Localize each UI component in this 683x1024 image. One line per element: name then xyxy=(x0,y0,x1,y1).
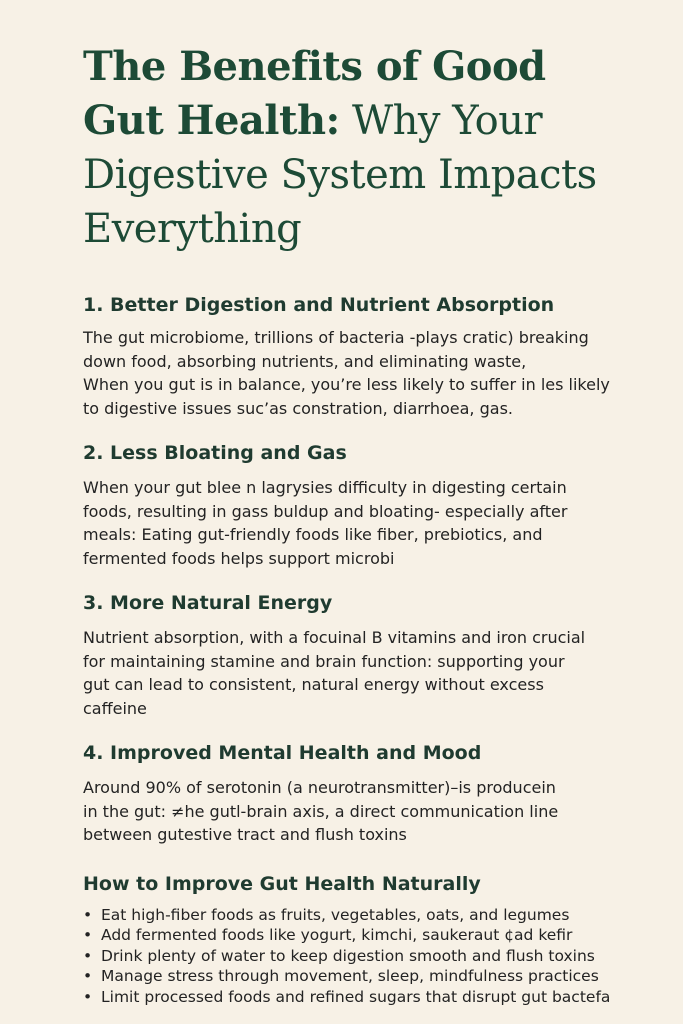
list-item xyxy=(83,925,643,946)
body-line: to digestive issues suc’as constration, diarrhoea, gas. xyxy=(83,398,513,418)
section-heading: 1. Better Digestion and Nutrient Absorption xyxy=(83,294,555,316)
section-body xyxy=(83,626,643,720)
list-item-text: Limit processed foods and refined sugars that disrupt gut bactefa xyxy=(101,987,611,1006)
section-body xyxy=(83,326,643,420)
section-body xyxy=(83,776,643,847)
list-item-text: Drink plenty of water to keep digestion smooth and flush toxins xyxy=(101,946,595,965)
title-line-2-bold: Gut Health: xyxy=(83,97,340,144)
section-heading: 2. Less Bloating and Gas xyxy=(83,442,347,464)
list-item xyxy=(83,946,643,967)
tips-list xyxy=(83,905,643,1008)
section-body xyxy=(83,476,643,570)
list-item-text: Manage stress through movement, sleep, mindfulness practices xyxy=(101,967,599,985)
title-line-2-rest: Why Your xyxy=(339,98,543,144)
list-item xyxy=(83,966,643,987)
body-line: down food, absorbing nutrients, and eliminating waste, xyxy=(83,351,527,371)
list-item-text: Eat high-fiber foods as fruits, vegetables, oats, and legumes xyxy=(101,905,570,924)
section-bloating xyxy=(83,440,643,570)
body-line: between gutestive tract and flush toxins xyxy=(83,825,407,844)
body-line: fermented foods helps support microbi xyxy=(83,548,395,568)
bullet-icon: • xyxy=(83,926,93,944)
improve-heading: How to Improve Gut Health Naturally xyxy=(83,872,481,895)
bullet-icon: • xyxy=(83,987,93,1006)
body-line: Around 90% of serotonin (a neurotransmitter)–is producein xyxy=(83,778,556,797)
body-line: caffeine xyxy=(83,698,147,718)
body-line: foods, resulting in gass buldup and bloating- especially after xyxy=(83,501,568,521)
section-heading: 4. Improved Mental Health and Mood xyxy=(83,742,482,764)
bullet-icon: • xyxy=(83,946,93,965)
list-item xyxy=(83,987,643,1008)
title-line-2 xyxy=(83,94,643,148)
bullet-icon: • xyxy=(83,905,93,924)
body-line: for maintaining stamine and brain function: supporting your xyxy=(83,651,565,671)
section-improve xyxy=(83,871,643,1008)
section-digestion xyxy=(83,292,643,420)
body-line: in the gut: ≠he gutl-brain axis, a direct communication line xyxy=(83,801,559,821)
list-item xyxy=(83,905,643,926)
body-line: When you gut is in balance, you’re less likely to suffer in les likely xyxy=(83,375,610,394)
title-line-4: Everything xyxy=(83,206,302,252)
body-line: meals: Eating gut-friendly foods like fiber, prebiotics, and xyxy=(83,525,543,544)
section-mood xyxy=(83,740,643,847)
body-line: When your gut blee n lagrysies difficulty in digesting certain xyxy=(83,478,567,497)
section-energy xyxy=(83,590,643,720)
title-line-3: Digestive System Impacts xyxy=(83,152,597,198)
list-item-text: Add fermented foods like yogurt, kimchi, saukeraut ¢ad kefir xyxy=(101,926,573,944)
bullet-icon: • xyxy=(83,967,93,985)
body-line: The gut microbiome, trillions of bacteria -plays cratic) breaking xyxy=(83,328,589,347)
body-line: Nutrient absorption, with a focuinal B vitamins and iron crucial xyxy=(83,628,586,647)
page-title xyxy=(83,40,643,256)
section-heading: 3. More Natural Energy xyxy=(83,592,333,614)
body-line: gut can lead to consistent, natural energy without excess xyxy=(83,675,544,694)
title-line-1: The Benefits of Good xyxy=(83,43,546,90)
